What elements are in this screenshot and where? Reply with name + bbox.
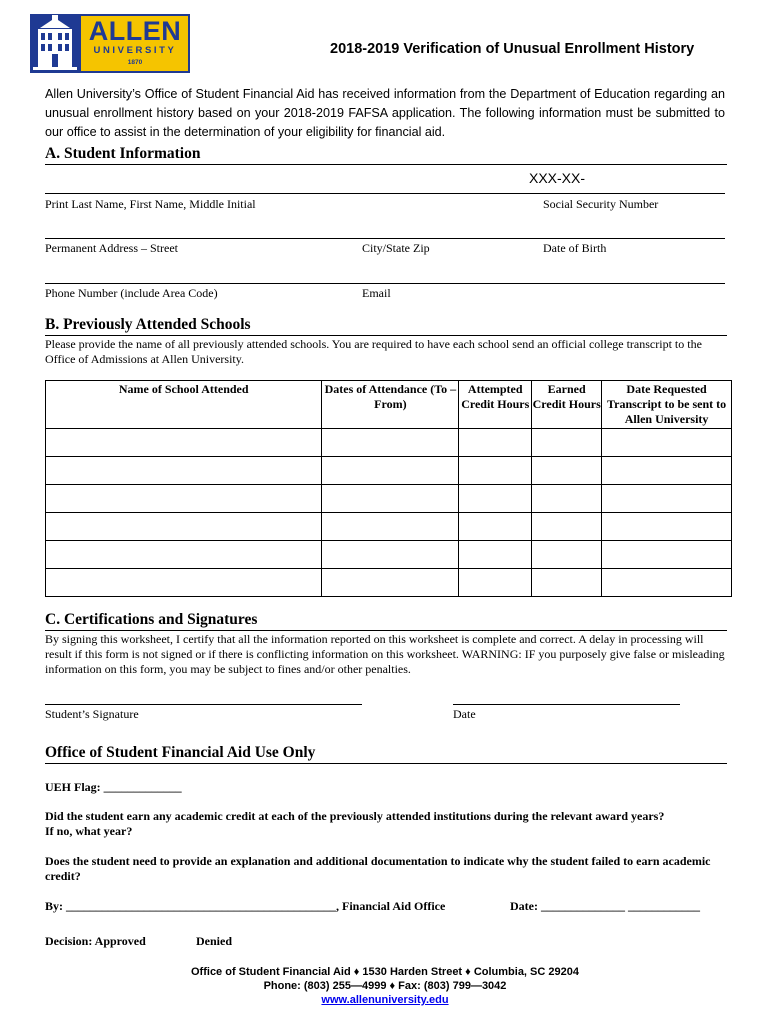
footer-address: Office of Student Financial Aid ♦ 1530 Harden Street ♦ Columbia, SC 29204 <box>191 966 579 978</box>
table-cell[interactable] <box>602 569 732 597</box>
table-cell[interactable] <box>322 513 459 541</box>
section-c-title: C. Certifications and Signatures <box>45 611 258 628</box>
table-row <box>46 513 732 541</box>
table-cell[interactable] <box>532 485 602 513</box>
table-cell[interactable] <box>602 457 732 485</box>
signature-date-label: Date <box>453 707 476 721</box>
table-cell[interactable] <box>46 513 322 541</box>
col-dates: Dates of Attendance (To – From) <box>322 381 459 429</box>
section-b-instructions: Please provide the name of all previously attended schools. You are required to have each school send an official college transcript to the Office of Admissions at Allen University. <box>45 337 702 366</box>
section-c-certification-text: By signing this worksheet, I certify that all the information reported on this worksheet is complete and correct. A delay in processing will result if this form is not signed or if there is conflicting information on this worksheet. WARNING: IF you purposely give false or misleading information on this form, you may be subject to fines and/or other penalties. <box>45 632 725 676</box>
table-cell[interactable] <box>46 569 322 597</box>
page-title: 2018-2019 Verification of Unusual Enrollment History <box>330 41 695 57</box>
signature-line[interactable] <box>45 704 362 705</box>
table-cell[interactable] <box>322 541 459 569</box>
table-row <box>46 457 732 485</box>
name-field-label: Print Last Name, First Name, Middle Initial <box>45 197 256 211</box>
phone-field-label: Phone Number (include Area Code) <box>45 286 218 300</box>
building-icon <box>30 14 80 73</box>
table-cell[interactable] <box>459 513 532 541</box>
table-row <box>46 541 732 569</box>
ssn-field-label: Social Security Number <box>543 197 659 211</box>
address-line[interactable] <box>45 238 725 239</box>
signature-label: Student’s Signature <box>45 707 139 721</box>
dob-field-label: Date of Birth <box>543 241 607 255</box>
table-cell[interactable] <box>532 429 602 457</box>
footer-website-row <box>0 993 770 1007</box>
table-cell[interactable] <box>602 485 732 513</box>
table-cell[interactable] <box>46 485 322 513</box>
section-b-rule <box>45 335 727 336</box>
table-row <box>46 429 732 457</box>
schools-table <box>45 380 732 597</box>
decision-approved: Decision: Approved <box>45 934 146 948</box>
table-cell[interactable] <box>459 429 532 457</box>
col-school-name: Name of School Attended <box>46 381 322 429</box>
table-cell[interactable] <box>532 457 602 485</box>
table-cell[interactable] <box>459 541 532 569</box>
table-cell[interactable] <box>602 429 732 457</box>
office-use-title: Office of Student Financial Aid Use Only <box>45 744 316 761</box>
col-attempted-hours: Attempted Credit Hours <box>459 381 532 429</box>
reviewer-signature-line: By: _____________________________________________, Financial Aid Office <box>45 899 446 913</box>
table-cell[interactable] <box>602 541 732 569</box>
office-date-line: Date: ______________ ____________ <box>510 899 700 913</box>
phone-email-line[interactable] <box>45 283 725 284</box>
question-explanation: Does the student need to provide an explanation and additional documentation to indicate why the student failed to earn academic credit? <box>45 854 711 883</box>
city-field-label: City/State Zip <box>362 241 430 255</box>
name-ssn-line[interactable] <box>45 193 725 194</box>
table-cell[interactable] <box>322 485 459 513</box>
footer-phone-fax: Phone: (803) 255—4999 ♦ Fax: (803) 799—3042 <box>263 980 507 992</box>
website-link[interactable]: www.allenuniversity.edu <box>321 994 449 1006</box>
section-a-title: A. Student Information <box>45 145 201 162</box>
schools-header-row <box>46 381 732 429</box>
question-academic-credit: Did the student earn any academic credit at each of the previously attended institutions during the relevant award years? <box>45 809 665 823</box>
section-b-title: B. Previously Attended Schools <box>45 316 251 333</box>
email-field-label: Email <box>362 286 391 300</box>
logo-name: ALLEN <box>88 16 182 46</box>
ssn-prefix: XXX-XX- <box>529 170 586 186</box>
table-cell[interactable] <box>602 513 732 541</box>
question-which-year: If no, what year? <box>45 824 133 838</box>
ueh-flag: UEH Flag: _____________ <box>45 780 182 794</box>
col-transcript-date: Date Requested Transcript to be sent to Allen University <box>602 381 732 429</box>
intro-paragraph: Allen University’s Office of Student Financial Aid has received information from the Department of Education regarding an unusual enrollment history based on your 2018-2019 FAFSA application. The following information must be submitted to our office to assist in the determination of your eligibility for financial aid. <box>45 87 725 139</box>
table-row <box>46 569 732 597</box>
decision-denied: Denied <box>196 934 232 948</box>
signature-date-line[interactable] <box>453 704 680 705</box>
table-cell[interactable] <box>322 457 459 485</box>
table-cell[interactable] <box>532 569 602 597</box>
office-use-rule <box>45 763 727 764</box>
table-cell[interactable] <box>459 569 532 597</box>
logo-year: 1870 <box>127 59 143 66</box>
logo-subtitle: UNIVERSITY <box>93 45 177 56</box>
table-cell[interactable] <box>46 429 322 457</box>
table-cell[interactable] <box>459 485 532 513</box>
table-row <box>46 485 732 513</box>
table-cell[interactable] <box>322 569 459 597</box>
section-c-rule <box>45 630 727 631</box>
table-cell[interactable] <box>532 513 602 541</box>
table-cell[interactable] <box>46 541 322 569</box>
col-earned-hours: Earned Credit Hours <box>532 381 602 429</box>
table-cell[interactable] <box>459 457 532 485</box>
address-field-label: Permanent Address – Street <box>45 241 178 255</box>
table-cell[interactable] <box>532 541 602 569</box>
table-cell[interactable] <box>46 457 322 485</box>
table-cell[interactable] <box>322 429 459 457</box>
section-a-rule <box>45 164 727 165</box>
